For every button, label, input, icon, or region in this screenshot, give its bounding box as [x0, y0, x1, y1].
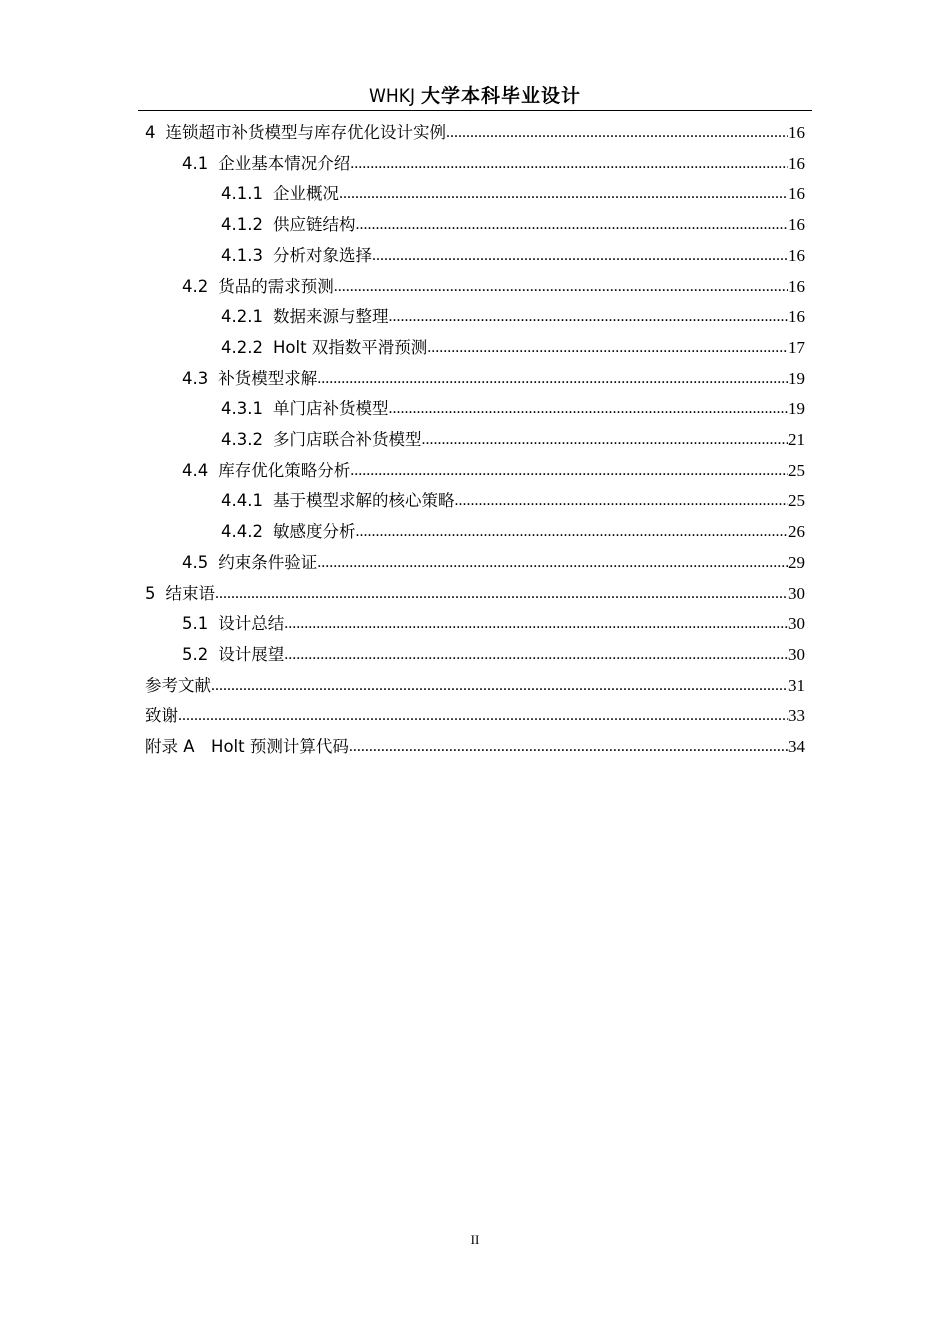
toc-entry[interactable]	[145, 667, 805, 697]
toc-entry-number: 4.1.2	[221, 215, 263, 235]
toc-entry-page: 16	[788, 184, 805, 204]
toc-entry-title: 企业基本情况介绍	[218, 153, 351, 173]
header-org-name: WHKJ	[368, 85, 415, 107]
toc-entry-page: 31	[788, 675, 805, 695]
toc-entry-title: 数据来源与整理	[272, 307, 389, 327]
toc-entry-label	[145, 705, 178, 727]
toc-dot-leader	[355, 214, 788, 236]
toc-entry-label	[182, 368, 317, 390]
toc-entry[interactable]	[221, 237, 805, 267]
toc-entry-title: 参考文献	[145, 675, 211, 695]
toc-dot-leader	[388, 306, 788, 328]
toc-entry-number: 4.1	[182, 153, 209, 173]
toc-dot-leader	[215, 583, 788, 605]
toc-dot-leader	[372, 245, 788, 267]
toc-entry-page: 30	[788, 614, 805, 634]
toc-entry[interactable]	[221, 421, 805, 451]
toc-entry-page: 25	[788, 491, 805, 511]
toc-dot-leader	[317, 552, 788, 574]
toc-dot-leader	[284, 644, 788, 666]
toc-entry-number: 4.4.2	[221, 522, 263, 542]
toc-entry-page: 25	[788, 460, 805, 480]
toc-entry-title: 企业概况	[272, 184, 339, 204]
toc-entry-label	[221, 306, 388, 328]
toc-entry[interactable]	[145, 697, 805, 727]
toc-entry-title: 供应链结构	[272, 215, 356, 235]
toc-entry-label	[145, 583, 215, 605]
toc-dot-leader	[355, 521, 788, 543]
toc-entry-page: 33	[788, 706, 805, 726]
toc-dot-leader	[388, 398, 788, 420]
toc-entry[interactable]	[182, 360, 805, 390]
toc-entry-number: 4.3	[182, 368, 209, 388]
toc-entry-label	[221, 521, 355, 543]
toc-entry-page: 30	[788, 583, 805, 603]
toc-entry-page: 34	[788, 737, 805, 756]
toc-dot-leader	[339, 183, 788, 205]
toc-dot-leader	[211, 675, 788, 697]
toc-dot-leader	[446, 122, 788, 144]
toc-entry-page: 30	[788, 644, 805, 664]
toc-entry-number: 4.4.1	[221, 491, 263, 511]
header-rule	[138, 110, 812, 111]
toc-entry[interactable]	[145, 114, 805, 144]
toc-entry[interactable]	[182, 145, 805, 175]
toc-entry-page: 17	[788, 337, 805, 357]
toc-entry-label	[182, 552, 317, 574]
toc-entry-number: 5	[145, 583, 156, 603]
toc-entry-number: 4.3.1	[221, 399, 263, 419]
page-number: II	[470, 1232, 480, 1247]
toc-entry-number: 4.4	[182, 460, 209, 480]
toc-entry-number: 4.2.2	[221, 337, 263, 357]
toc-dot-leader	[350, 153, 788, 175]
toc-entry-number: 4.2.1	[221, 307, 263, 327]
toc-entry-title: 货品的需求预测	[218, 276, 334, 296]
toc-entry[interactable]	[221, 482, 805, 512]
toc-entry[interactable]	[182, 605, 805, 635]
toc-entry-title: 分析对象选择	[272, 245, 372, 265]
toc-entry-label	[182, 276, 334, 298]
toc-entry-title: 致谢	[145, 706, 178, 726]
toc-entry-label	[182, 644, 284, 666]
toc-entry-label	[221, 214, 355, 236]
toc-entry-label	[221, 337, 427, 359]
toc-entry[interactable]	[221, 390, 805, 420]
toc-entry-page: 19	[788, 399, 805, 419]
toc-entry-number: 4.1.3	[221, 245, 263, 265]
toc-entry-title: 连锁超市补货模型与库存优化设计实例	[165, 123, 446, 142]
toc-entry-label	[221, 245, 372, 267]
toc-entry-page: 16	[788, 245, 805, 265]
toc-entry-label	[221, 429, 421, 451]
toc-entry-label	[145, 122, 446, 144]
toc-dot-leader	[454, 490, 788, 512]
toc-entry-label	[182, 460, 350, 482]
toc-dot-leader	[334, 276, 788, 298]
toc-entry-title: 设计展望	[218, 644, 285, 664]
toc-entry-page: 19	[788, 368, 805, 388]
toc-entry-number: 5.1	[182, 614, 209, 634]
toc-entry-page: 16	[788, 215, 805, 235]
toc-entry-label	[145, 736, 349, 758]
toc-entry-title: Holt 双指数平滑预测	[272, 337, 428, 357]
toc-entry-page: 26	[788, 522, 805, 542]
toc-entry[interactable]	[221, 329, 805, 359]
toc-entry-title: 基于模型求解的核心策略	[272, 491, 455, 511]
toc-entry[interactable]	[221, 513, 805, 543]
toc-entry-page: 21	[788, 430, 805, 449]
toc-entry-number: 4.2	[182, 276, 209, 296]
toc-entry[interactable]	[182, 452, 805, 482]
toc-dot-leader	[349, 736, 788, 758]
toc-entry[interactable]	[182, 544, 805, 574]
toc-entry-label	[221, 490, 454, 512]
toc-dot-leader	[317, 368, 788, 390]
toc-entry-title: 结束语	[165, 583, 215, 603]
toc-dot-leader	[284, 613, 788, 635]
toc-entry[interactable]	[221, 206, 805, 236]
toc-entry[interactable]	[145, 728, 805, 758]
toc-entry-page: 16	[788, 123, 805, 142]
toc-entry-title: 单门店补货模型	[272, 399, 389, 419]
toc-dot-leader	[427, 337, 788, 359]
toc-entry-title: 补货模型求解	[218, 368, 318, 388]
toc-entry-label	[221, 183, 339, 205]
page-header	[138, 82, 812, 110]
toc-entry-label	[182, 153, 350, 175]
toc-dot-leader	[350, 460, 788, 482]
toc-entry-label	[221, 398, 388, 420]
toc-entry-page: 16	[788, 153, 805, 173]
toc-dot-leader	[421, 429, 788, 451]
toc-dot-leader	[178, 705, 788, 727]
toc-entry-title: 约束条件验证	[218, 552, 318, 572]
toc-entry-title: 敏感度分析	[272, 522, 356, 542]
toc-entry[interactable]	[182, 636, 805, 666]
toc-entry-title: 设计总结	[218, 614, 285, 634]
header-title: 大学本科毕业设计	[421, 85, 582, 107]
toc-entry-page: 16	[788, 307, 805, 327]
toc-entry[interactable]	[145, 575, 805, 605]
toc-entry-page: 29	[788, 552, 805, 572]
toc-entry[interactable]	[182, 268, 805, 298]
toc-entry-number: 5.2	[182, 644, 209, 664]
toc-entry[interactable]	[221, 175, 805, 205]
toc-entry-number: 4	[145, 123, 156, 142]
toc-entry[interactable]	[221, 298, 805, 328]
toc-entry-page: 16	[788, 276, 805, 296]
toc-entry-label	[182, 613, 284, 635]
toc-entry-number: 4.5	[182, 552, 209, 572]
toc-entry-number: 4.3.2	[221, 430, 263, 449]
toc-entry-title: 多门店联合补货模型	[272, 430, 422, 449]
toc-entry-label	[145, 675, 211, 697]
toc-entry-title: 库存优化策略分析	[218, 460, 351, 480]
toc-entry-number: 4.1.1	[221, 184, 263, 204]
toc-entry-title: 附录 A Holt 预测计算代码	[145, 737, 349, 756]
